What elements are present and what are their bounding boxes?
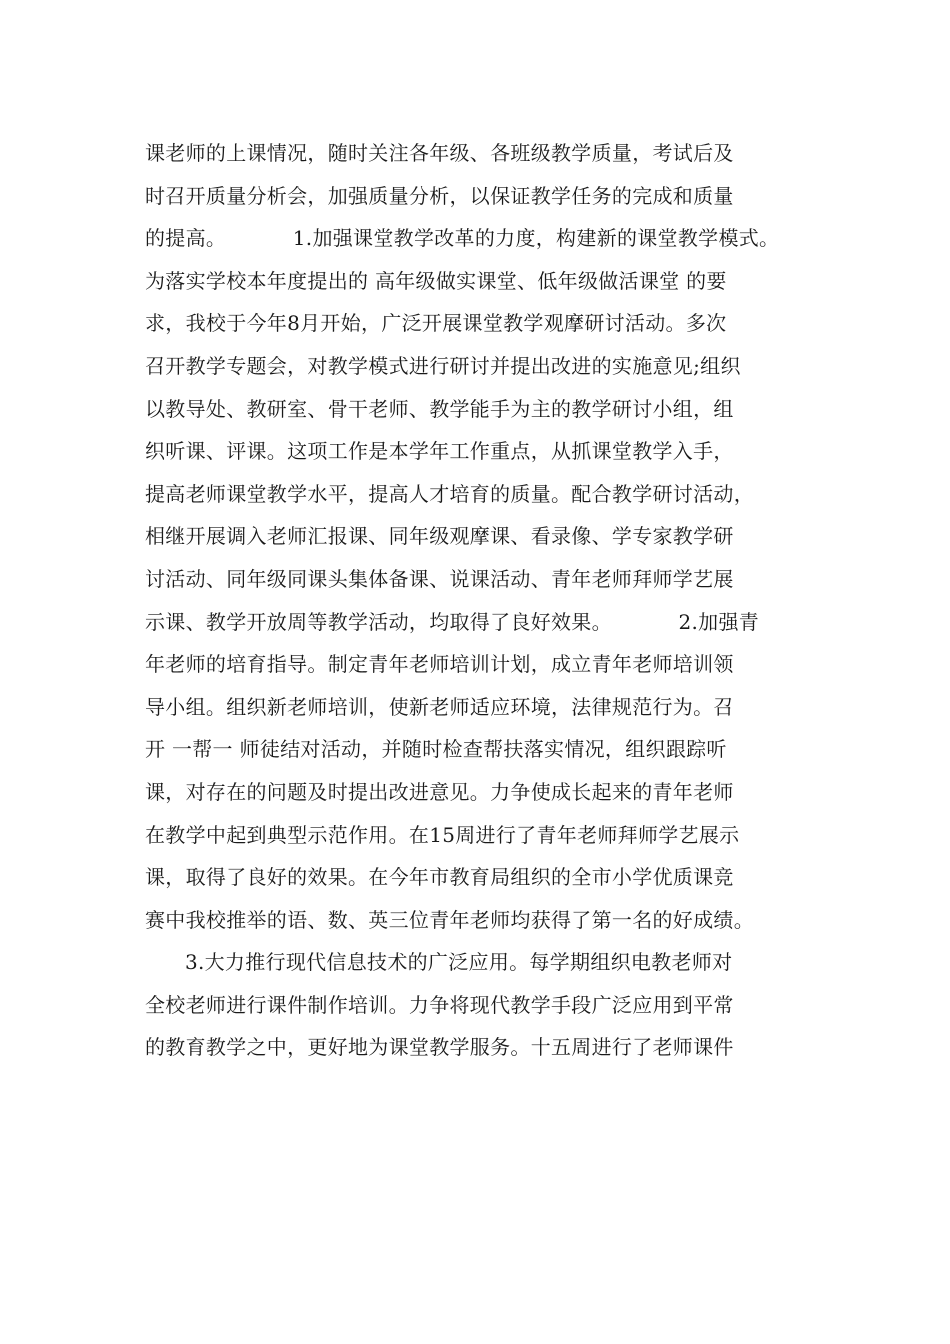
text-line: 导小组。组织新老师培训，使新老师适应环境，法律规范行为。召 [145, 694, 734, 719]
text-line: 时召开质量分析会，加强质量分析，以保证教学任务的完成和质量 [145, 183, 734, 208]
text-line: 求，我校于今年8月开始，广泛开展课堂教学观摩研讨活动。多次 [145, 311, 727, 336]
text-line: 提高老师课堂教学水平，提高人才培育的质量。配合教学研讨活动， [145, 481, 754, 506]
text-line: 的提高。 1.加强课堂教学改革的力度，构建新的课堂教学模式。 [145, 226, 780, 251]
text-line: 开 一帮一 师徒结对活动，并随时检查帮扶落实情况，组织跟踪听 [145, 737, 727, 762]
text-line: 赛中我校推举的语、数、英三位青年老师均获得了第一名的好成绩。 [145, 907, 754, 932]
text-line: 相继开展调入老师汇报课、同年级观摩课、看录像、学专家教学研 [145, 524, 734, 549]
body-text [145, 132, 835, 1069]
text-line: 示课、教学开放周等教学活动，均取得了良好效果。 2.加强青 [145, 609, 760, 634]
text-line: 课老师的上课情况，随时关注各年级、各班级教学质量，考试后及 [145, 141, 734, 165]
text-line: 在教学中起到典型示范作用。在15周进行了青年老师拜师学艺展示 [145, 822, 740, 847]
text-line: 讨活动、同年级同课头集体备课、说课活动、青年老师拜师学艺展 [145, 566, 734, 591]
text-line: 课，对存在的问题及时提出改进意见。力争使成长起来的青年老师 [145, 779, 734, 804]
text-line: 3.大力推行现代信息技术的广泛应用。每学期组织电教老师对 [145, 950, 733, 975]
text-line: 织听课、评课。这项工作是本学年工作重点，从抓课堂教学入手， [145, 439, 734, 464]
text-line: 全校老师进行课件制作培训。力争将现代教学手段广泛应用到平常 [145, 992, 734, 1017]
text-line: 年老师的培育指导。制定青年老师培训计划，成立青年老师培训领 [145, 652, 734, 677]
text-line: 召开教学专题会，对教学模式进行研讨并提出改进的实施意见;组织 [145, 353, 741, 378]
text-line: 课，取得了良好的效果。在今年市教育局组织的全市小学优质课竞 [145, 865, 734, 890]
text-line: 为落实学校本年度提出的 高年级做实课堂、低年级做活课堂 的要 [145, 268, 727, 293]
text-line: 以教导处、教研室、骨干老师、教学能手为主的教学研讨小组，组 [145, 396, 734, 421]
text-line: 的教育教学之中，更好地为课堂教学服务。十五周进行了老师课件 [145, 1035, 734, 1060]
